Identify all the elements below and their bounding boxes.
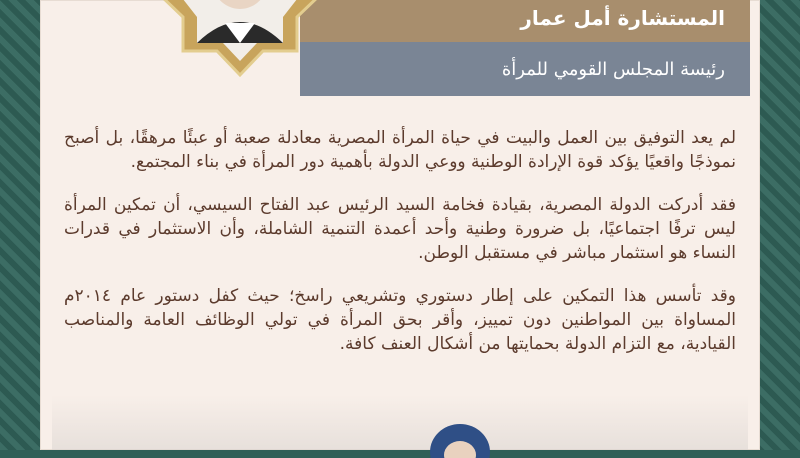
- paragraph-2: فقد أدركت الدولة المصرية، بقيادة فخامة السيد الرئيس عبد الفتاح السيسي، أن تمكين المرأة ليس ترفًا اجتماعيًا، بل ضرورة وطنية وأحد أعمدة التنمية الشاملة، وأن الاستثمار في قدرات النساء هو استثمار مباشر في مستقبل الوطن.: [64, 195, 736, 263]
- background-photo-strip: [52, 395, 748, 450]
- header-name: المستشارة أمل عمار: [520, 6, 725, 30]
- header-role: رئيسة المجلس القومي للمرأة: [501, 59, 725, 80]
- paragraph-1: لم يعد التوفيق بين العمل والبيت في حياة المرأة المصرية معادلة صعبة أو عبئًا مرهقًا، بل أصبح نموذجًا واقعيًا يؤكد قوة الإرادة الوطنية ووعي الدولة بأهمية دور المرأة في بناء المجتمع.: [64, 128, 736, 172]
- portrait-badge: [145, 0, 335, 95]
- person-head-icon: [420, 418, 500, 458]
- article-body: [64, 126, 736, 375]
- paragraph-3: وقد تأسس هذا التمكين على إطار دستوري وتشريعي راسخ؛ حيث كفل دستور عام ٢٠١٤م المساواة بين المواطنين دون تمييز، وأقر بحق المرأة في تولي الوظائف العامة والمناصب القيادية، مع التزام الدولة بحمايتها من أشكال العنف كافة.: [64, 286, 736, 354]
